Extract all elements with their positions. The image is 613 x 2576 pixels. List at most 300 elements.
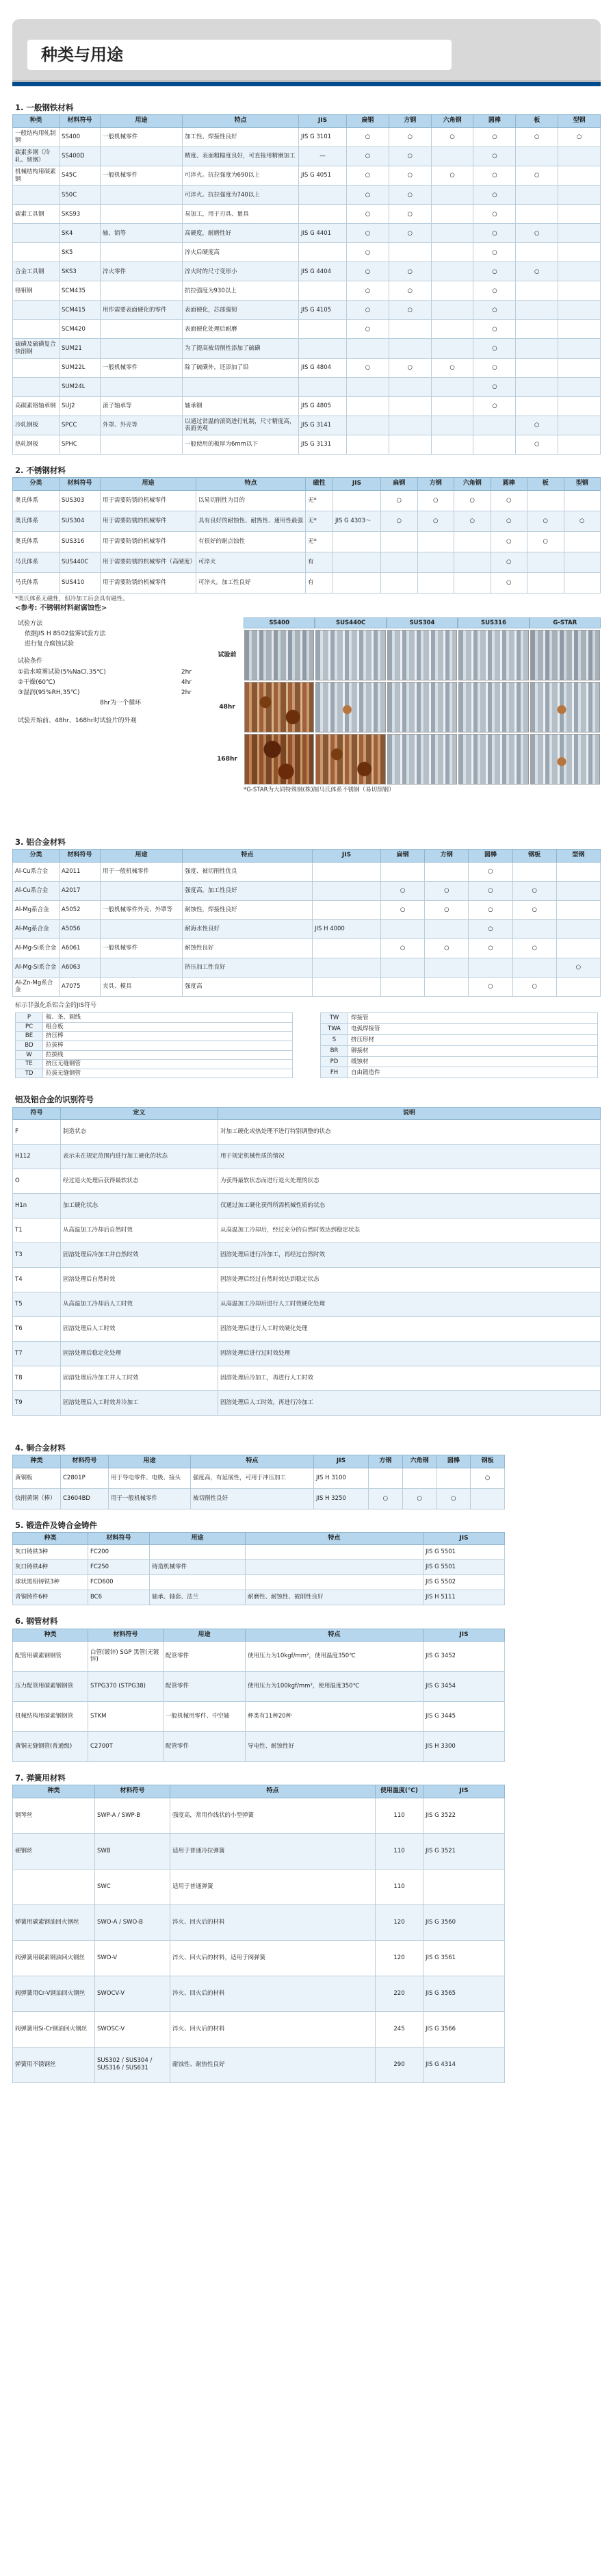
table-cell: 碳素多钢（冷轧、韧钢） — [13, 146, 60, 166]
table-cell: 快削黄铜（棒） — [13, 1488, 61, 1509]
column-header: 型钢 — [558, 115, 601, 127]
table-cell: 使用压力为100kgf/mm²，使用温度350℃ — [246, 1671, 423, 1701]
table-cell — [512, 862, 556, 881]
table-row — [13, 262, 601, 281]
table-cell — [516, 243, 558, 262]
table-cell — [516, 186, 558, 205]
table-cell: Al-Cu系合金 — [13, 862, 60, 881]
table-cell: JIS G 3131 — [299, 435, 347, 454]
table-cell: 弹簧用碳素钢油回火钢丝 — [13, 1904, 95, 1940]
table-row — [13, 281, 601, 301]
column-header: 特点 — [191, 1455, 314, 1468]
column-header: 六角钢 — [454, 478, 491, 490]
table-row — [13, 1701, 505, 1731]
table-cell: SWC — [95, 1869, 170, 1904]
table-cell: SUM21 — [60, 339, 101, 358]
magnetism-note: *奥氏体系无磁性，但冷加工后会具有磁性。 — [15, 595, 129, 602]
column-header: JIS — [299, 115, 347, 127]
table-row — [13, 1798, 505, 1833]
table-cell: 适用于普通冷拉弹簧 — [170, 1833, 376, 1869]
table-cell: 机械结构用碳素钢钢管 — [13, 1701, 88, 1731]
table-cell — [558, 281, 601, 301]
table-cell: 无* — [306, 490, 333, 511]
column-header: 材料符号 — [60, 478, 101, 490]
section-pipes — [12, 1616, 601, 1762]
legend-row — [16, 1069, 293, 1078]
section-stainless — [12, 466, 601, 796]
sample-photo — [315, 734, 385, 785]
table-cell: 硬钢丝 — [13, 1833, 95, 1869]
table-row — [13, 186, 601, 205]
table-cell: 淬火、回火后的材料，适用于阀弹簧 — [170, 1940, 376, 1976]
column-header: 扁钢 — [381, 478, 418, 490]
table-row — [13, 490, 601, 511]
table-cell — [299, 320, 347, 339]
table-cell: ○ — [436, 1488, 471, 1509]
table-cell: 强度高 — [183, 977, 313, 996]
table-cell — [299, 205, 347, 224]
table-cell: 淬火、回火后的材料 — [170, 2011, 376, 2047]
table-cell: 弹簧用不锈钢丝 — [13, 2047, 95, 2082]
table-cell: ○ — [473, 281, 516, 301]
table-cell: 从高温加工冷却后，经过充分的自然时效达到稳定状态 — [218, 1219, 601, 1243]
table-cell: 固溶处理后进行过时效处理 — [218, 1342, 601, 1366]
page-title: 种类与用途 — [41, 45, 123, 64]
column-header: 特点 — [246, 1533, 423, 1545]
column-header: JIS — [313, 850, 381, 862]
table-cell: 耐蚀性良好 — [183, 939, 313, 958]
table-row — [13, 958, 601, 977]
table-cell — [431, 146, 473, 166]
table-cell: 淬火零件 — [101, 262, 183, 281]
column-header: 圆棒 — [473, 115, 516, 127]
pipes-table — [12, 1629, 505, 1762]
table-cell — [101, 958, 183, 977]
table-cell: 淬火时的尺寸变形小 — [183, 262, 299, 281]
table-cell: 有 — [306, 552, 333, 572]
table-cell: ○ — [473, 224, 516, 243]
column-header: 材料符号 — [60, 850, 101, 862]
condition-name: ①盐水喷雾试验(5%NaCl,35℃) — [18, 668, 106, 676]
sample-photo — [387, 682, 457, 732]
table-cell: 固溶处理后进行冷加工，再经过自然时效 — [218, 1243, 601, 1268]
table-row — [13, 339, 601, 358]
table-cell: 以易切削性为目的 — [196, 490, 306, 511]
table-cell — [101, 339, 183, 358]
table-cell: 冷轧钢板 — [13, 416, 60, 435]
table-row — [13, 166, 601, 186]
table-cell — [389, 320, 431, 339]
table-cell: SK4 — [60, 224, 101, 243]
table-cell: SUS302 / SUS304 / SUS316 / SUS631 — [95, 2047, 170, 2082]
table-cell: ○ — [473, 396, 516, 416]
photo-col-label: SUS316 — [458, 617, 529, 629]
table-cell — [516, 146, 558, 166]
table-row — [13, 1145, 601, 1169]
castings-table — [12, 1532, 505, 1605]
table-cell: ○ — [469, 977, 512, 996]
table-cell: 轴、销等 — [101, 224, 183, 243]
sample-photo — [387, 630, 457, 680]
column-header: 方钢 — [389, 115, 431, 127]
table-cell: ○ — [473, 166, 516, 186]
table-cell: Al-Zn-Mg系合金 — [13, 977, 60, 996]
table-cell — [389, 435, 431, 454]
table-cell — [246, 1575, 423, 1590]
table-cell — [425, 862, 469, 881]
table-row — [13, 1317, 601, 1342]
table-cell — [101, 281, 183, 301]
column-header: 用途 — [109, 1455, 191, 1468]
table-header-row — [13, 1629, 505, 1641]
table-cell: ○ — [473, 243, 516, 262]
table-cell: ○ — [389, 358, 431, 377]
table-cell: ○ — [512, 977, 556, 996]
column-header: 特点 — [196, 478, 306, 490]
table-cell: 奥氏体系 — [13, 490, 60, 511]
table-cell: A2017 — [60, 881, 101, 900]
table-cell: 对加工硬化或热处理不进行特别调整的状态 — [218, 1120, 601, 1145]
table-cell: 一般机械零件 — [101, 939, 183, 958]
legend-code: BR — [321, 1045, 348, 1056]
table-cell: ○ — [516, 166, 558, 186]
table-cell: 一般机械零件 — [101, 358, 183, 377]
table-cell — [556, 862, 600, 881]
stainless-table — [12, 477, 601, 593]
table-cell: 加工硬化状态 — [61, 1194, 218, 1219]
table-cell: JIS G 4404 — [299, 262, 347, 281]
table-cell: JIS G 3560 — [423, 1904, 505, 1940]
table-cell — [101, 919, 183, 939]
table-cell: SS400D — [60, 146, 101, 166]
table-row — [13, 1545, 505, 1560]
table-row — [13, 127, 601, 146]
table-cell: 从高温加工冷却后自然时效 — [61, 1219, 218, 1243]
column-header: 材料符号 — [61, 1455, 109, 1468]
table-cell: 导电性、耐蚀性好 — [246, 1731, 423, 1761]
table-cell: T8 — [13, 1366, 61, 1391]
photo-header — [244, 617, 601, 629]
table-cell: ○ — [369, 1488, 403, 1509]
table-cell: ○ — [389, 262, 431, 281]
table-row — [13, 900, 601, 919]
table-cell: ○ — [347, 243, 389, 262]
table-cell: ○ — [347, 166, 389, 186]
table-cell: 120 — [376, 1940, 423, 1976]
column-header: 圆棒 — [436, 1455, 471, 1468]
column-header: 方钢 — [417, 478, 454, 490]
table-row — [13, 1560, 505, 1575]
table-cell — [558, 320, 601, 339]
section-title: 2. 不锈钢材料 — [15, 465, 66, 475]
table-cell: ○ — [556, 958, 600, 977]
table-cell: STKM — [88, 1701, 164, 1731]
table-cell — [516, 281, 558, 301]
table-cell: 为获得最软状态而进行退火处理的状态 — [218, 1169, 601, 1194]
symbol-table — [12, 1107, 601, 1416]
table-header-row — [13, 850, 601, 862]
table-cell: ○ — [512, 881, 556, 900]
table-cell: 110 — [376, 1869, 423, 1904]
legend-desc: 铆接材 — [348, 1045, 598, 1056]
table-header-row — [13, 115, 601, 127]
condition-row — [18, 689, 205, 697]
gstar-note: *G-STAR为大同特殊钢(株)制马氏体系不锈钢（易切削钢） — [244, 787, 395, 794]
table-cell: 固溶处理后冷加工，再进行人工时效 — [218, 1366, 601, 1391]
table-cell: JIS G 3445 — [423, 1701, 505, 1731]
table-cell: 除了硫磺外，还添加了铅 — [183, 358, 299, 377]
legend-code: BD — [16, 1041, 43, 1050]
table-cell: Al-Mg-Si系合金 — [13, 939, 60, 958]
table-cell — [381, 862, 425, 881]
legend-desc: 拉拔棒 — [43, 1041, 293, 1050]
table-cell: 精度、表面粗糙度良好，可直接用精磨加工 — [183, 146, 299, 166]
table-row — [13, 1120, 601, 1145]
table-cell — [347, 377, 389, 396]
table-cell: ○ — [516, 262, 558, 281]
column-header: 型钢 — [556, 850, 600, 862]
table-cell: 可淬火 — [196, 552, 306, 572]
column-header: JIS — [423, 1629, 505, 1641]
table-cell: JIS G 3566 — [423, 2011, 505, 2047]
table-cell — [101, 186, 183, 205]
table-cell — [512, 919, 556, 939]
legend-row — [321, 1045, 598, 1056]
table-cell: A5052 — [60, 900, 101, 919]
temper-table-left — [15, 1012, 293, 1078]
table-row — [13, 377, 601, 396]
table-cell: ○ — [491, 490, 527, 511]
table-cell: 奥氏体系 — [13, 511, 60, 531]
table-row — [13, 919, 601, 939]
table-cell: 压力配管用碳素钢钢管 — [13, 1671, 88, 1701]
table-cell: ○ — [425, 881, 469, 900]
table-cell: ○ — [516, 416, 558, 435]
table-cell — [454, 531, 491, 552]
table-cell: JIS G 3521 — [423, 1833, 505, 1869]
table-cell — [564, 490, 601, 511]
table-cell — [13, 377, 60, 396]
table-row — [13, 435, 601, 454]
condition-time: 2hr — [181, 689, 192, 697]
table-cell — [347, 416, 389, 435]
table-cell: 为了提高被切削性添加了硫磺 — [183, 339, 299, 358]
table-row — [13, 224, 601, 243]
table-cell: 可淬火。加工性良好 — [196, 572, 306, 593]
table-cell: 外罩、外壳等 — [101, 416, 183, 435]
table-row — [13, 2047, 505, 2082]
column-header: 特点 — [170, 1785, 376, 1798]
table-cell: JIS G 3561 — [423, 1940, 505, 1976]
table-cell: 经过退火处理后获得最软状态 — [61, 1169, 218, 1194]
legend-row — [16, 1041, 293, 1050]
table-cell: A6063 — [60, 958, 101, 977]
condition-row — [18, 679, 205, 687]
sample-photo — [315, 682, 385, 732]
column-header: 特点 — [183, 115, 299, 127]
table-cell: 110 — [376, 1833, 423, 1869]
table-cell — [423, 1869, 505, 1904]
table-cell — [425, 919, 469, 939]
table-cell — [558, 339, 601, 358]
table-cell — [13, 301, 60, 320]
table-cell: ○ — [471, 1468, 505, 1488]
table-cell — [299, 243, 347, 262]
table-cell — [556, 881, 600, 900]
table-row — [13, 1671, 505, 1701]
table-cell: ○ — [389, 281, 431, 301]
table-cell — [183, 377, 299, 396]
table-cell: A2011 — [60, 862, 101, 881]
table-cell: 马氏体系 — [13, 552, 60, 572]
table-row — [13, 1731, 505, 1761]
table-cell: ○ — [473, 186, 516, 205]
table-cell — [313, 977, 381, 996]
table-row — [13, 939, 601, 958]
table-cell: 耐磨性、耐蚀性、被削性良好 — [246, 1590, 423, 1605]
table-cell: 种类有11种20种 — [246, 1701, 423, 1731]
legend-row — [16, 1032, 293, 1041]
table-cell: C2700T — [88, 1731, 164, 1761]
table-cell: SKS93 — [60, 205, 101, 224]
table-cell: JIS G 5501 — [423, 1545, 505, 1560]
table-cell — [347, 435, 389, 454]
photo-row-label: 168hr — [217, 755, 237, 763]
table-cell: ○ — [431, 127, 473, 146]
legend-row — [16, 1022, 293, 1032]
table-cell: ○ — [491, 511, 527, 531]
table-cell — [558, 186, 601, 205]
table-cell — [556, 977, 600, 996]
legend-desc: 挤压棒 — [43, 1032, 293, 1041]
steel-table — [12, 114, 601, 455]
table-cell — [381, 531, 418, 552]
table-cell: 一般机械用零件、中空轴 — [164, 1701, 246, 1731]
table-cell: 马氏体系 — [13, 572, 60, 593]
column-header: 圆棒 — [469, 850, 512, 862]
table-cell: JIS H 3250 — [314, 1488, 369, 1509]
legend-desc: 拉拔无缝钢管 — [43, 1069, 293, 1078]
table-cell — [333, 531, 381, 552]
table-row — [13, 320, 601, 339]
table-cell: ○ — [491, 531, 527, 552]
table-cell: ○ — [512, 939, 556, 958]
table-cell — [347, 396, 389, 416]
table-cell: SWB — [95, 1833, 170, 1869]
sample-photo — [244, 734, 314, 785]
table-row — [13, 205, 601, 224]
test-description — [12, 617, 211, 796]
table-cell — [425, 958, 469, 977]
table-cell: 无* — [306, 531, 333, 552]
condition-name: ②干燥(60℃) — [18, 678, 55, 686]
table-cell — [13, 358, 60, 377]
table-cell: T3 — [13, 1243, 61, 1268]
table-cell: ○ — [347, 262, 389, 281]
legend-desc: 板、条、圆线 — [43, 1013, 293, 1023]
table-cell — [516, 320, 558, 339]
table-cell: ○ — [469, 881, 512, 900]
table-cell: 机械结构用碳素钢 — [13, 166, 60, 186]
table-cell — [431, 301, 473, 320]
table-cell — [516, 396, 558, 416]
table-cell: ○ — [469, 862, 512, 881]
table-cell: ○ — [527, 531, 564, 552]
table-cell — [101, 377, 183, 396]
sample-photo — [244, 682, 314, 732]
table-cell: SUS410 — [60, 572, 101, 593]
table-cell: Al-Cu系合金 — [13, 881, 60, 900]
legend-code: P — [16, 1013, 43, 1023]
table-cell: 110 — [376, 1798, 423, 1833]
table-row — [13, 301, 601, 320]
table-cell: ○ — [389, 186, 431, 205]
column-header: JIS — [314, 1455, 369, 1468]
column-header: 用途 — [150, 1533, 246, 1545]
table-cell: JIS G 3522 — [423, 1798, 505, 1833]
column-header: 种类 — [13, 1629, 88, 1641]
legend-desc: 电弧焊接管 — [348, 1023, 598, 1034]
legend-code: PD — [321, 1056, 348, 1067]
table-cell — [516, 377, 558, 396]
table-cell: 轴承、轴套、法兰 — [150, 1590, 246, 1605]
table-cell: JIS G 4303〜 — [333, 511, 381, 531]
test-condition-label: 试验条件 — [18, 658, 43, 665]
table-cell: 290 — [376, 2047, 423, 2082]
table-cell: SUJ2 — [60, 396, 101, 416]
condition-name: ③湿润(95%RH,35℃) — [18, 689, 80, 697]
column-header: 板 — [527, 478, 564, 490]
table-cell: JIS H 4000 — [313, 919, 381, 939]
table-cell — [431, 186, 473, 205]
table-cell — [431, 339, 473, 358]
section-title: 5. 锻造件及铸合金铸件 — [15, 1520, 97, 1530]
section-title: 4. 铜合金材料 — [15, 1443, 66, 1453]
table-cell: Al-Mg-Si系合金 — [13, 958, 60, 977]
table-cell — [558, 377, 601, 396]
table-row — [13, 1468, 505, 1488]
table-cell — [564, 552, 601, 572]
table-cell: STPG370 (STPG38) — [88, 1671, 164, 1701]
table-cell — [381, 572, 418, 593]
table-cell: SWOCV-V — [95, 1976, 170, 2011]
table-row — [13, 511, 601, 531]
table-row — [13, 1268, 601, 1292]
column-header: 方钢 — [425, 850, 469, 862]
table-cell: 120 — [376, 1904, 423, 1940]
table-cell: SPCC — [60, 416, 101, 435]
table-cell: FC200 — [88, 1545, 150, 1560]
legend-row — [321, 1067, 598, 1078]
table-cell: C2801P — [61, 1468, 109, 1488]
table-cell: ○ — [347, 205, 389, 224]
table-cell: 一般机械零件 — [101, 127, 183, 146]
table-cell — [333, 490, 381, 511]
column-header: 型钢 — [564, 478, 601, 490]
condition-time: 2hr — [181, 668, 192, 676]
table-cell: 用作需要表面硬化的零件 — [101, 301, 183, 320]
aluminum-table — [12, 849, 601, 997]
table-cell: ○ — [389, 127, 431, 146]
table-cell: ○ — [347, 320, 389, 339]
photo-row — [211, 630, 601, 680]
table-cell: ○ — [473, 205, 516, 224]
table-cell: 抗拉强度为930以上 — [183, 281, 299, 301]
table-cell: 铬钼钢 — [13, 281, 60, 301]
cycle-note: 8hr为一个循环 — [100, 700, 142, 707]
table-cell: ○ — [473, 377, 516, 396]
column-header: JIS — [423, 1533, 505, 1545]
